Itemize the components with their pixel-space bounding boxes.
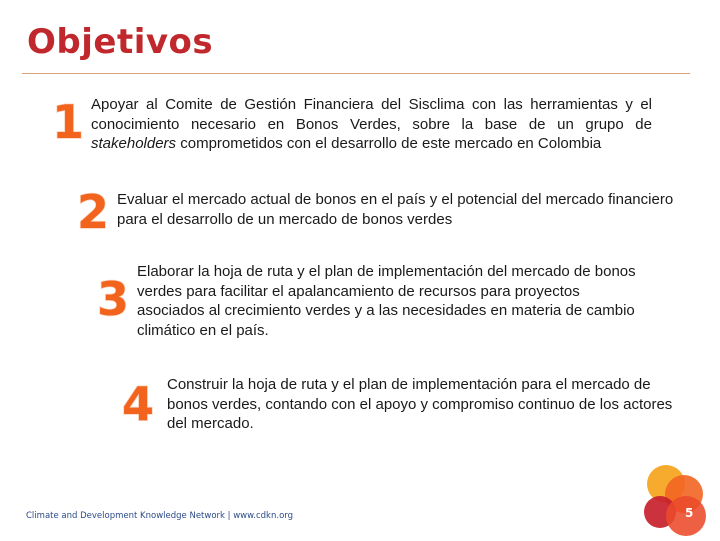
- objective-number-3: [93, 272, 133, 326]
- footer-text: Climate and Development Knowledge Network | www.cdkn.org: [26, 511, 294, 521]
- objective-text-1: Apoyar al Comite de Gestión Financiera del Sisclima con las herramientas y el conocimiento necesario en Bonos Verdes, sobre la base de un grupo de stakeholders comprometidos con el desarrollo de este mercado en Colombia: [91, 96, 652, 152]
- svg-text:4: 4: [121, 377, 155, 431]
- objective-number-4: [118, 377, 158, 431]
- svg-text:3: 3: [96, 272, 130, 326]
- page-number: 5: [685, 506, 694, 520]
- svg-text:1: 1: [51, 95, 85, 149]
- cdkn-logo-icon: [640, 464, 708, 536]
- svg-text:2: 2: [76, 185, 110, 239]
- objective-text-4: Construir la hoja de ruta y el plan de implementación para el mercado de bonos verdes, contando con el apoyo y compromiso continuo de los actores del mercado.: [167, 376, 673, 432]
- objective-number-1: [48, 95, 88, 149]
- objective-number-2: [73, 185, 113, 239]
- objective-text-3: Elaborar la hoja de ruta y el plan de implementación del mercado de bonos verdes para facilitar el apalancamiento de recursos para proyectos asociados al crecimiento verdes y a las necesidades en materia de cambio climático en el país.: [137, 263, 636, 339]
- page-title: Objetivos: [27, 22, 214, 62]
- objective-text-2: Evaluar el mercado actual de bonos en el país y el potencial del mercado financiero para el desarrollo de un mercado de bonos verdes: [117, 191, 674, 228]
- title-divider: [22, 73, 690, 74]
